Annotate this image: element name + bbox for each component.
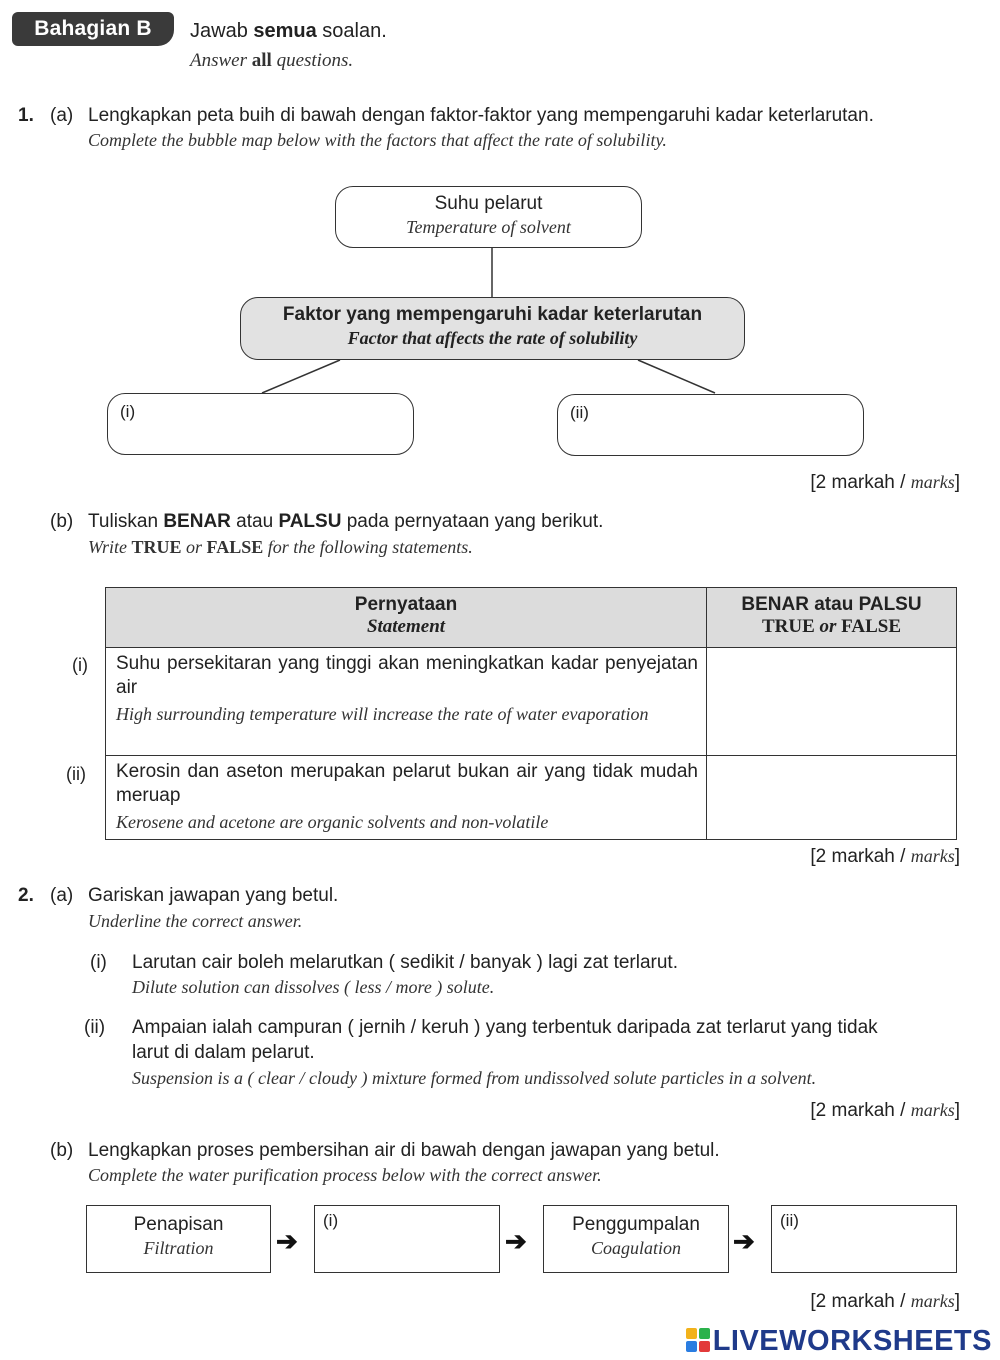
q2b-marks: [2 markah / marks] xyxy=(810,1291,960,1312)
statement-table xyxy=(105,587,957,840)
bubble-center-ms: Faktor yang mempengaruhi kadar keterlarutan xyxy=(282,304,703,325)
q1b-label: (b) xyxy=(50,511,74,532)
statement-ii-ms: Kerosin dan aseton merupakan pelarut bukan air yang tidak mudah meruap xyxy=(116,761,698,806)
instruction-en: Answer all questions. xyxy=(190,50,354,71)
process-answer-i-label: (i) xyxy=(323,1211,339,1230)
liveworksheets-icon xyxy=(685,1327,711,1353)
connector-right xyxy=(638,360,715,393)
q2-number: 2. xyxy=(18,885,34,906)
connector-left xyxy=(262,360,340,393)
q2a-i-label: (i) xyxy=(90,952,107,973)
q2a-ii-en: Suspension is a ( clear / cloudy ) mixture formed from undissolved solute particles in a solvent. xyxy=(132,1068,817,1088)
bubble-answer-i[interactable] xyxy=(107,393,414,455)
row-label-ii: (ii) xyxy=(66,764,86,784)
bubble-top-ms: Suhu pelarut xyxy=(434,193,543,214)
bubble-answer-ii[interactable] xyxy=(557,394,864,456)
bubble-top-en: Temperature of solvent xyxy=(406,217,571,237)
q2a-marks: [2 markah / marks] xyxy=(810,1100,960,1121)
filtration-ms: Penapisan xyxy=(133,1214,224,1235)
liveworksheets-text: LIVEWORKSHEETS xyxy=(712,1325,992,1357)
filtration-en: Filtration xyxy=(143,1238,214,1258)
q2a-label: (a) xyxy=(50,885,74,906)
q1a-text: Lengkapkan peta buih di bawah dengan faktor-faktor yang mempengaruhi kadar keterlarutan. xyxy=(88,105,874,126)
q1b-text-en: Write TRUE or FALSE for the following statements. xyxy=(88,537,473,557)
table-row xyxy=(106,756,957,840)
liveworksheets-logo xyxy=(685,1325,992,1358)
q2a-ii-ms-line2: larut di dalam pelarut. xyxy=(132,1042,315,1063)
process-box-coagulation xyxy=(543,1205,729,1273)
q2a-ii-label: (ii) xyxy=(84,1017,106,1038)
bubble-answer-i-label: (i) xyxy=(120,402,136,421)
q1a-text-en: Complete the bubble map below with the factors that affect the rate of solubility. xyxy=(88,130,667,150)
process-answer-ii-label: (ii) xyxy=(780,1211,799,1230)
q1b-text: Tuliskan BENAR atau PALSU pada pernyataan yang berikut. xyxy=(88,511,604,532)
bubble-center xyxy=(240,297,745,360)
answer-cell-ii[interactable] xyxy=(707,756,957,840)
q1a-marks: [2 markah / marks] xyxy=(810,472,960,493)
statement-cell-ii xyxy=(106,756,707,840)
statement-i-ms: Suhu persekitaran yang tinggi akan meningkatkan kadar penyejatan air xyxy=(116,653,698,698)
bubble-top xyxy=(335,186,642,248)
q1b-marks: [2 markah / marks] xyxy=(810,846,960,867)
q2a-ii-ms-line1[interactable]: Ampaian ialah campuran ( jernih / keruh ) yang terbentuk daripada zat terlarut yang tidak xyxy=(132,1017,878,1038)
header-statement: Pernyataan Statement xyxy=(106,588,707,648)
arrow-right-icon: ➔ xyxy=(276,1226,298,1256)
q2a-text: Gariskan jawapan yang betul. xyxy=(88,885,339,906)
statement-ii-en: Kerosene and acetone are organic solvents and non-volatile xyxy=(116,812,549,832)
coagulation-en: Coagulation xyxy=(590,1238,681,1258)
arrow-right-icon: ➔ xyxy=(733,1226,755,1256)
statement-cell-i xyxy=(106,648,707,756)
q2a-i-en: Dilute solution can dissolves ( less / more ) solute. xyxy=(132,977,495,997)
arrow-right-icon: ➔ xyxy=(505,1226,527,1256)
coagulation-ms: Penggumpalan xyxy=(572,1214,700,1235)
q1a-label: (a) xyxy=(50,105,74,126)
process-box-filtration xyxy=(86,1205,271,1273)
table-row xyxy=(106,648,957,756)
answer-cell-i[interactable] xyxy=(707,648,957,756)
process-box-answer-ii[interactable] xyxy=(771,1205,957,1273)
q1-number: 1. xyxy=(18,105,34,126)
bubble-center-en: Factor that affects the rate of solubility xyxy=(347,328,638,348)
q2a-text-en: Underline the correct answer. xyxy=(88,911,303,931)
row-label-i: (i) xyxy=(72,655,88,675)
q2b-text: Lengkapkan proses pembersihan air di bawah dengan jawapan yang betul. xyxy=(88,1140,720,1161)
header-answer: BENAR atau PALSU TRUE or FALSE xyxy=(707,588,957,648)
statement-i-en: High surrounding temperature will increase the rate of water evaporation xyxy=(116,704,649,724)
section-badge: Bahagian B xyxy=(12,12,174,46)
q2a-i-ms[interactable]: Larutan cair boleh melarutkan ( sedikit / banyak ) lagi zat terlarut. xyxy=(132,952,678,973)
process-box-answer-i[interactable] xyxy=(314,1205,500,1273)
q2b-text-en: Complete the water purification process below with the correct answer. xyxy=(88,1165,602,1185)
bubble-answer-ii-label: (ii) xyxy=(570,403,589,422)
instruction: Jawab semua soalan. xyxy=(190,20,387,42)
q2b-label: (b) xyxy=(50,1140,74,1161)
